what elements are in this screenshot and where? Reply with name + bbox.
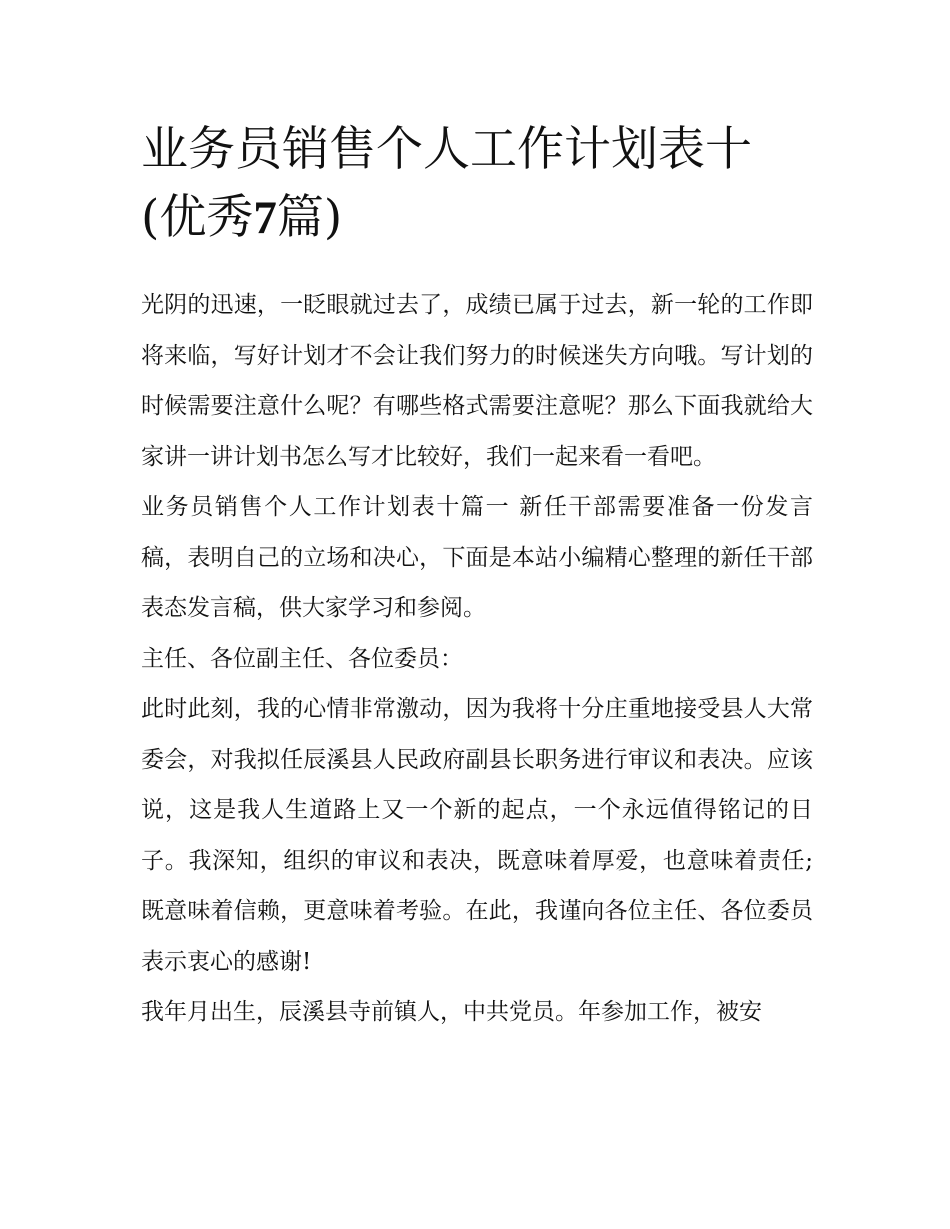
document-body (141, 280, 813, 1038)
paragraph-speech: 此时此刻，我的心情非常激动，因为我将十分庄重地接受县人大常委会，对我拟任辰溪县人民政府副县长职务进行审议和表决。应该说，这是我人生道路上又一个新的起点，一个永远值得铭记的日子。我深知，组织的审议和表决，既意味着厚爱，也意味着责任;既意味着信赖，更意味着考验。在此，我谨向各位主任、各位委员表示衷心的感谢! (141, 696, 813, 975)
title-number: 7 (253, 192, 277, 244)
paragraph-section-one: 业务员销售个人工作计划表十篇一 新任干部需要准备一份发言稿，表明自己的立场和决心，下面是本站小编精心整理的新任干部表态发言稿，供大家学习和参阅。 (141, 494, 813, 621)
title-text-part3: 篇) (276, 190, 343, 245)
paragraph-intro: 光阴的迅速，一眨眼就过去了，成绩已属于过去，新一轮的工作即将来临，写好计划才不会让我们努力的时候迷失方向哦。写计划的时候需要注意什么呢？有哪些格式需要注意呢？那么下面我就给大家讲一讲计划书怎么写才比较好，我们一起来看一看吧。 (141, 292, 813, 470)
paragraph-biography: 我年月出生，辰溪县寺前镇人，中共党员。年参加工作，被安 (141, 999, 762, 1025)
title-text-part2: (优秀 (141, 190, 254, 245)
document-title (141, 116, 821, 252)
paragraph-salutation: 主任、各位副主任、各位委员： (141, 645, 463, 672)
title-text-part1: 业务员销售个人工作计划表十 (141, 122, 752, 177)
